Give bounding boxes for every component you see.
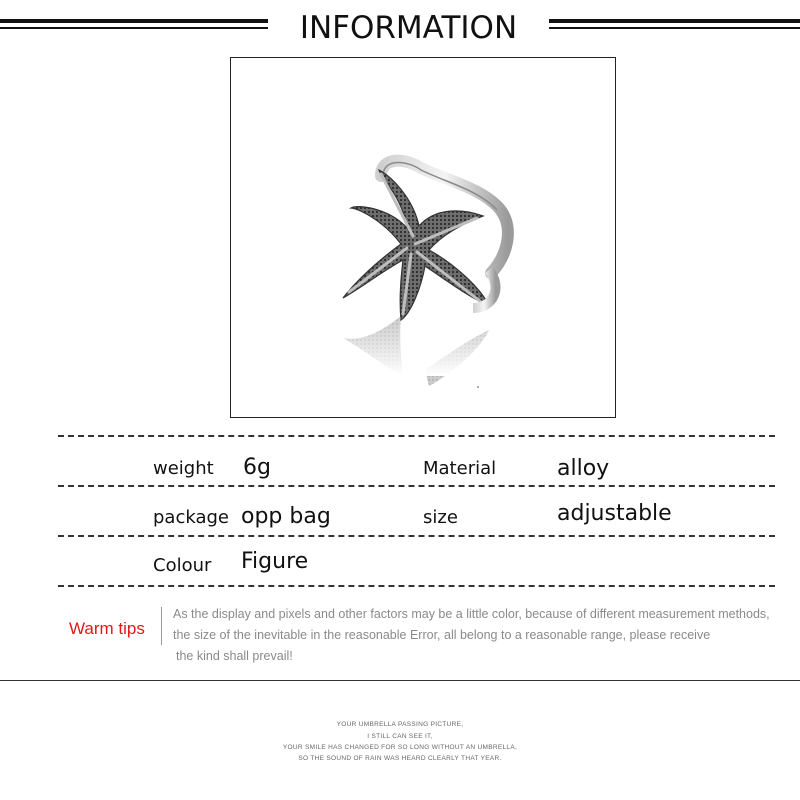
warm-tips-line-1: As the display and pixels and other factors may be a little color, because of different measurement methods,	[173, 607, 770, 621]
package-value: opp bag	[241, 504, 331, 529]
weight-label: weight	[153, 458, 214, 479]
page-title: INFORMATION	[299, 10, 518, 46]
footer-line-4: SO THE SOUND OF RAIN WAS HEARD CLEARLY THAT YEAR.	[298, 755, 502, 762]
separator	[58, 585, 775, 587]
footer-line-3: YOUR SMILE HAS CHANGED FOR SO LONG WITHOUT AN UMBRELLA,	[282, 744, 518, 751]
warm-tips-label: Warm tips	[69, 619, 145, 638]
material-value: alloy	[557, 456, 610, 481]
package-label: package	[153, 507, 229, 528]
product-photo	[230, 57, 616, 418]
separator	[58, 485, 775, 487]
header-rule-left	[0, 19, 268, 29]
footer-line-1: YOUR UMBRELLA PASSING PICTURE,	[336, 721, 464, 728]
colour-label: Colour	[153, 555, 212, 576]
warm-tips-divider	[161, 607, 162, 645]
separator	[58, 535, 775, 537]
warm-tips-line-3: the kind shall prevail!	[176, 649, 293, 663]
colour-value: Figure	[241, 549, 309, 574]
size-label: size	[423, 507, 458, 528]
warm-tips-line-2: the size of the inevitable in the reasonable Error, all belong to a reasonable range, please receive	[173, 628, 711, 642]
starfish-ring-image	[231, 58, 615, 417]
header-rule-right	[549, 19, 800, 29]
weight-value: 6g	[243, 455, 271, 480]
size-value: adjustable	[557, 501, 672, 526]
separator	[58, 435, 775, 437]
material-label: Material	[423, 458, 497, 479]
section-divider	[0, 680, 800, 681]
footer-line-2: I STILL CAN SEE IT,	[367, 733, 433, 740]
